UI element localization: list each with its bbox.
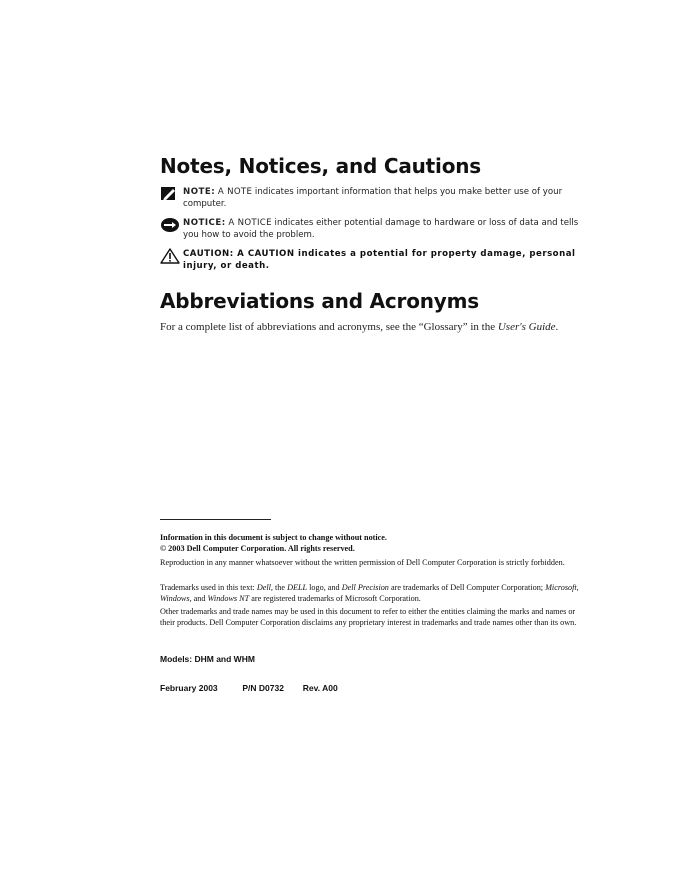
change-notice-line: Information in this document is subject to change without notice. bbox=[160, 533, 387, 542]
caution-block bbox=[160, 248, 580, 274]
notice-description: indicates either potential damage to hardware or loss of data and tells you how to avoid the problem. bbox=[183, 218, 579, 240]
other-trademarks-notice: Other trademarks and trade names may be used in this document to refer to either the entities claiming the marks and names or their products. Dell Computer Corporation disclaims any proprietary interest in trademarks and trade names other than its own. bbox=[160, 607, 577, 627]
trademarks-notice bbox=[160, 583, 585, 604]
abbreviations-period: . bbox=[555, 321, 559, 333]
tm-dell-logo: DELL bbox=[287, 583, 308, 592]
users-guide-reference: User's Guide bbox=[497, 321, 556, 333]
notice-label: NOTICE: bbox=[183, 218, 226, 228]
reproduction-notice: Reproduction in any manner whatsoever without the written permission of Dell Computer Corporation is strictly forbidden. bbox=[160, 558, 565, 567]
tm-windowsnt: Windows NT bbox=[207, 593, 250, 603]
notice-hand-icon bbox=[160, 217, 180, 233]
note-block bbox=[160, 186, 580, 212]
caution-label: CAUTION: bbox=[183, 249, 234, 259]
abbreviations-paragraph bbox=[160, 321, 590, 333]
tm-mid: logo, and bbox=[307, 583, 342, 592]
note-label: NOTE: bbox=[183, 187, 216, 197]
notes-heading: Notes, Notices, and Cautions bbox=[160, 154, 481, 178]
models-line: Models: DHM and WHM bbox=[160, 654, 255, 664]
footer-date: February 2003 bbox=[160, 683, 218, 693]
tm-prefix: Trademarks used in this text: bbox=[160, 583, 257, 592]
change-notice bbox=[160, 533, 585, 554]
notice-keyword: A NOTICE bbox=[228, 218, 272, 228]
note-pencil-icon bbox=[160, 186, 180, 202]
note-text bbox=[183, 186, 580, 210]
tm-end: are registered trademarks of Microsoft Corporation. bbox=[249, 593, 421, 603]
tm-precision: Dell Precision bbox=[341, 583, 389, 592]
tm-mid2: are trademarks of Dell Computer Corporation; bbox=[388, 583, 546, 592]
notice-text bbox=[183, 217, 580, 241]
note-keyword: A NOTE bbox=[217, 187, 253, 197]
abbreviations-heading: Abbreviations and Acronyms bbox=[160, 289, 479, 313]
notice-block bbox=[160, 217, 580, 243]
tm-sep1: , the bbox=[270, 583, 288, 592]
tm-windows: Windows, bbox=[160, 593, 192, 603]
tm-dell: Dell bbox=[256, 583, 271, 592]
note-description: indicates important information that helps you make better use of your computer. bbox=[183, 187, 563, 209]
copyright-line: © 2003 Dell Computer Corporation. All rights reserved. bbox=[160, 543, 355, 553]
footer-part-number: P/N D0732 bbox=[242, 683, 284, 693]
tm-sep2: , bbox=[576, 583, 579, 592]
caution-text bbox=[183, 248, 580, 272]
caution-description: A CAUTION indicates a potential for property damage, personal injury, or death. bbox=[183, 249, 576, 271]
tm-and: and bbox=[191, 593, 208, 603]
footer-revision: Rev. A00 bbox=[302, 683, 338, 693]
tm-microsoft: Microsoft bbox=[545, 583, 577, 592]
footnote-divider bbox=[160, 519, 271, 520]
footer-line bbox=[160, 683, 338, 693]
caution-warning-icon bbox=[160, 248, 180, 264]
abbreviations-text: For a complete list of abbreviations and acronyms, see the “Glossary” in the bbox=[160, 321, 498, 333]
